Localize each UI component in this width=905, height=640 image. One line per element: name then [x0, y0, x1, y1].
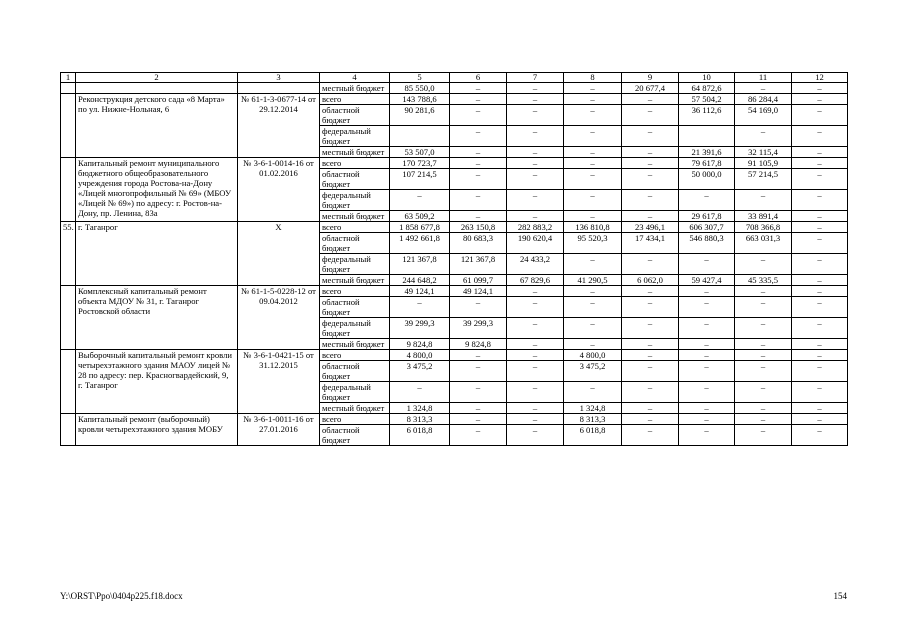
amount-cell: 90 281,6	[390, 105, 450, 126]
amount-cell: –	[622, 105, 679, 126]
column-number: 9	[622, 73, 679, 83]
amount-cell: 3 475,2	[564, 361, 622, 382]
funding-source: всего	[320, 94, 390, 105]
table-row	[61, 158, 848, 169]
amount-cell: –	[507, 211, 564, 222]
amount-cell: –	[564, 126, 622, 147]
table-row	[61, 222, 848, 233]
amount-cell: –	[792, 222, 848, 233]
amount-cell: –	[792, 297, 848, 318]
table-row	[61, 350, 848, 361]
amount-cell: 57 504,2	[679, 94, 735, 105]
amount-cell: 85 550,0	[390, 83, 450, 94]
amount-cell: –	[450, 190, 507, 211]
amount-cell: –	[450, 83, 507, 94]
funding-source: местный бюджет	[320, 83, 390, 94]
amount-cell: 79 617,8	[679, 158, 735, 169]
amount-cell: –	[564, 286, 622, 297]
amount-cell: 606 307,7	[679, 222, 735, 233]
amount-cell: 49 124,1	[390, 286, 450, 297]
amount-cell: 143 788,6	[390, 94, 450, 105]
column-number: 6	[450, 73, 507, 83]
amount-cell: –	[564, 158, 622, 169]
amount-cell: –	[507, 94, 564, 105]
amount-cell: 107 214,5	[390, 169, 450, 190]
document-number: Х	[238, 222, 320, 286]
amount-cell: 39 299,3	[450, 318, 507, 339]
amount-cell: –	[507, 105, 564, 126]
amount-cell: 121 367,8	[390, 254, 450, 275]
footer-file-path: Y:\ORST\Ppo\0404p225.f18.docx	[60, 591, 183, 601]
amount-cell: –	[450, 126, 507, 147]
amount-cell: –	[679, 318, 735, 339]
amount-cell: –	[622, 318, 679, 339]
amount-cell: –	[507, 350, 564, 361]
amount-cell: –	[735, 403, 792, 414]
object-name: Реконструкция детского сада «8 Марта» по ул. Нижне-Нольная, 6	[76, 94, 238, 158]
funding-source: областной бюджет	[320, 297, 390, 318]
amount-cell: –	[564, 83, 622, 94]
amount-cell: –	[792, 94, 848, 105]
amount-cell: –	[564, 147, 622, 158]
row-number	[61, 286, 76, 350]
amount-cell: –	[450, 361, 507, 382]
amount-cell	[390, 126, 450, 147]
amount-cell: –	[622, 94, 679, 105]
amount-cell: 121 367,8	[450, 254, 507, 275]
amount-cell: 20 677,4	[622, 83, 679, 94]
table-row	[61, 94, 848, 105]
amount-cell: –	[450, 403, 507, 414]
amount-cell: 86 284,4	[735, 94, 792, 105]
document-number: № 3-6-1-0011-16 от 27.01.2016	[238, 414, 320, 446]
amount-cell: –	[507, 297, 564, 318]
amount-cell: 53 507,0	[390, 147, 450, 158]
funding-source: областной бюджет	[320, 233, 390, 254]
amount-cell: 45 335,5	[735, 275, 792, 286]
amount-cell: –	[622, 286, 679, 297]
amount-cell: –	[564, 254, 622, 275]
amount-cell: –	[792, 318, 848, 339]
amount-cell: 8 313,3	[390, 414, 450, 425]
amount-cell: –	[679, 425, 735, 446]
amount-cell: –	[792, 382, 848, 403]
amount-cell: –	[622, 190, 679, 211]
amount-cell: –	[792, 350, 848, 361]
row-number	[61, 94, 76, 158]
column-number: 8	[564, 73, 622, 83]
amount-cell: 49 124,1	[450, 286, 507, 297]
column-number: 3	[238, 73, 320, 83]
amount-cell: –	[450, 350, 507, 361]
amount-cell: –	[792, 105, 848, 126]
column-number: 2	[76, 73, 238, 83]
amount-cell: –	[450, 425, 507, 446]
funding-source: федеральный бюджет	[320, 126, 390, 147]
amount-cell: 24 433,2	[507, 254, 564, 275]
funding-source: областной бюджет	[320, 361, 390, 382]
funding-source: федеральный бюджет	[320, 254, 390, 275]
document-number: № 61-1-3-0677-14 от 29.12.2014	[238, 94, 320, 158]
amount-cell: –	[679, 414, 735, 425]
amount-cell: 1 324,8	[390, 403, 450, 414]
amount-cell: –	[792, 339, 848, 350]
amount-cell: –	[450, 105, 507, 126]
column-number: 7	[507, 73, 564, 83]
budget-table	[60, 72, 848, 446]
column-number: 4	[320, 73, 390, 83]
amount-cell: –	[450, 414, 507, 425]
amount-cell: 263 150,8	[450, 222, 507, 233]
amount-cell: –	[792, 126, 848, 147]
amount-cell: 41 290,5	[564, 275, 622, 286]
amount-cell: 17 434,1	[622, 233, 679, 254]
amount-cell: 6 018,8	[564, 425, 622, 446]
amount-cell: 1 492 661,8	[390, 233, 450, 254]
document-number: № 3-6-1-0421-15 от 31.12.2015	[238, 350, 320, 414]
amount-cell: 36 112,6	[679, 105, 735, 126]
amount-cell: –	[507, 83, 564, 94]
amount-cell: –	[735, 361, 792, 382]
amount-cell: –	[679, 403, 735, 414]
object-name: г. Таганрог	[76, 222, 238, 286]
amount-cell: –	[507, 382, 564, 403]
amount-cell: –	[622, 350, 679, 361]
amount-cell: 8 313,3	[564, 414, 622, 425]
amount-cell: –	[564, 105, 622, 126]
amount-cell: 282 883,2	[507, 222, 564, 233]
amount-cell: –	[450, 158, 507, 169]
row-number	[61, 350, 76, 414]
amount-cell: 546 880,3	[679, 233, 735, 254]
amount-cell: –	[507, 361, 564, 382]
amount-cell: –	[792, 425, 848, 446]
document-number	[238, 83, 320, 94]
amount-cell: –	[792, 147, 848, 158]
row-number: 55.	[61, 222, 76, 286]
amount-cell: 80 683,3	[450, 233, 507, 254]
funding-source: всего	[320, 350, 390, 361]
amount-cell: –	[622, 147, 679, 158]
amount-cell: 663 031,3	[735, 233, 792, 254]
amount-cell: –	[622, 126, 679, 147]
column-number: 5	[390, 73, 450, 83]
amount-cell: 32 115,4	[735, 147, 792, 158]
amount-cell: –	[564, 339, 622, 350]
amount-cell: –	[507, 414, 564, 425]
amount-cell: –	[507, 339, 564, 350]
amount-cell: –	[564, 190, 622, 211]
funding-source: федеральный бюджет	[320, 382, 390, 403]
amount-cell: –	[622, 425, 679, 446]
amount-cell: –	[735, 382, 792, 403]
amount-cell: –	[792, 158, 848, 169]
amount-cell: –	[564, 382, 622, 403]
document-number: № 3-6-1-0014-16 от 01.02.2016	[238, 158, 320, 222]
amount-cell: 54 169,0	[735, 105, 792, 126]
amount-cell: 33 891,4	[735, 211, 792, 222]
amount-cell: –	[792, 254, 848, 275]
amount-cell: –	[390, 190, 450, 211]
amount-cell: –	[622, 382, 679, 403]
amount-cell: 95 520,3	[564, 233, 622, 254]
amount-cell: –	[792, 361, 848, 382]
amount-cell: –	[622, 339, 679, 350]
amount-cell: –	[507, 190, 564, 211]
amount-cell: –	[679, 350, 735, 361]
amount-cell: –	[450, 147, 507, 158]
funding-source: федеральный бюджет	[320, 318, 390, 339]
amount-cell: –	[735, 350, 792, 361]
amount-cell: 6 062,0	[622, 275, 679, 286]
amount-cell: –	[679, 297, 735, 318]
amount-cell: –	[390, 297, 450, 318]
amount-cell: –	[507, 126, 564, 147]
amount-cell: –	[792, 414, 848, 425]
amount-cell: –	[622, 169, 679, 190]
amount-cell: –	[735, 83, 792, 94]
amount-cell: 708 366,8	[735, 222, 792, 233]
column-number-row	[61, 73, 848, 83]
amount-cell	[679, 126, 735, 147]
amount-cell: 6 018,8	[390, 425, 450, 446]
amount-cell: 67 829,6	[507, 275, 564, 286]
amount-cell: –	[622, 361, 679, 382]
amount-cell: –	[792, 211, 848, 222]
amount-cell: –	[792, 233, 848, 254]
amount-cell: –	[735, 254, 792, 275]
funding-source: местный бюджет	[320, 147, 390, 158]
amount-cell: 21 391,6	[679, 147, 735, 158]
amount-cell: 9 824,8	[390, 339, 450, 350]
funding-source: местный бюджет	[320, 403, 390, 414]
object-name: Выборочный капитальный ремонт кровли четырехэтажного здания МАОУ лицей № 28 по адресу: пер. Красногвардейский, 9, г. Таганрог	[76, 350, 238, 414]
amount-cell: 64 872,6	[679, 83, 735, 94]
amount-cell: 91 105,9	[735, 158, 792, 169]
amount-cell: –	[507, 169, 564, 190]
column-number: 1	[61, 73, 76, 83]
amount-cell: –	[679, 286, 735, 297]
amount-cell: –	[564, 169, 622, 190]
amount-cell: –	[622, 158, 679, 169]
amount-cell: 170 723,7	[390, 158, 450, 169]
amount-cell: –	[679, 254, 735, 275]
object-name: Капитальный ремонт (выборочный) кровли четырехэтажного здания МОБУ	[76, 414, 238, 446]
amount-cell: 23 496,1	[622, 222, 679, 233]
amount-cell: –	[622, 297, 679, 318]
amount-cell: 9 824,8	[450, 339, 507, 350]
amount-cell: 244 648,2	[390, 275, 450, 286]
amount-cell: –	[735, 297, 792, 318]
amount-cell: 39 299,3	[390, 318, 450, 339]
document-number: № 61-1-5-0228-12 от 09.04.2012	[238, 286, 320, 350]
amount-cell: –	[679, 339, 735, 350]
amount-cell: 61 099,7	[450, 275, 507, 286]
amount-cell: –	[507, 147, 564, 158]
row-number	[61, 83, 76, 94]
column-number: 11	[735, 73, 792, 83]
amount-cell: –	[792, 190, 848, 211]
amount-cell: –	[450, 382, 507, 403]
funding-source: местный бюджет	[320, 339, 390, 350]
object-name	[76, 83, 238, 94]
amount-cell: –	[390, 382, 450, 403]
column-number: 10	[679, 73, 735, 83]
funding-source: областной бюджет	[320, 425, 390, 446]
amount-cell: –	[564, 297, 622, 318]
amount-cell: –	[735, 126, 792, 147]
funding-source: всего	[320, 222, 390, 233]
amount-cell: –	[450, 94, 507, 105]
amount-cell: –	[679, 382, 735, 403]
funding-source: федеральный бюджет	[320, 190, 390, 211]
amount-cell: 59 427,4	[679, 275, 735, 286]
amount-cell: –	[507, 425, 564, 446]
amount-cell: –	[450, 211, 507, 222]
amount-cell: 1 324,8	[564, 403, 622, 414]
amount-cell: 4 800,0	[564, 350, 622, 361]
amount-cell: –	[735, 339, 792, 350]
amount-cell: 136 810,8	[564, 222, 622, 233]
funding-source: всего	[320, 414, 390, 425]
row-number	[61, 414, 76, 446]
amount-cell: –	[507, 158, 564, 169]
amount-cell: –	[792, 83, 848, 94]
amount-cell: –	[679, 190, 735, 211]
amount-cell: –	[792, 169, 848, 190]
funding-source: местный бюджет	[320, 275, 390, 286]
amount-cell: –	[564, 318, 622, 339]
amount-cell: –	[564, 211, 622, 222]
amount-cell: –	[735, 286, 792, 297]
amount-cell: –	[507, 286, 564, 297]
funding-source: местный бюджет	[320, 211, 390, 222]
amount-cell: 29 617,8	[679, 211, 735, 222]
amount-cell: –	[450, 297, 507, 318]
amount-cell: –	[735, 318, 792, 339]
amount-cell: –	[679, 361, 735, 382]
amount-cell: –	[507, 318, 564, 339]
table-row	[61, 286, 848, 297]
amount-cell: –	[735, 414, 792, 425]
table-row	[61, 83, 848, 94]
amount-cell: 3 475,2	[390, 361, 450, 382]
funding-source: областной бюджет	[320, 169, 390, 190]
amount-cell: –	[622, 403, 679, 414]
amount-cell: 50 000,0	[679, 169, 735, 190]
amount-cell: –	[792, 275, 848, 286]
footer-page-number: 154	[833, 591, 847, 601]
funding-source: областной бюджет	[320, 105, 390, 126]
row-number	[61, 158, 76, 222]
column-number: 12	[792, 73, 848, 83]
funding-source: всего	[320, 286, 390, 297]
amount-cell: –	[792, 403, 848, 414]
object-name: Капитальный ремонт муниципального бюджетного общеобразовательного учреждения города Ростова-на-Дону «Лицей многопрофильный № 69» (МБОУ «Лицей № 69») по адресу: г. Ростов-на-Дону, пр. Ленина, 83а	[76, 158, 238, 222]
amount-cell: 190 620,4	[507, 233, 564, 254]
amount-cell: –	[735, 190, 792, 211]
table-row	[61, 414, 848, 425]
amount-cell: 1 858 677,8	[390, 222, 450, 233]
amount-cell: –	[450, 169, 507, 190]
amount-cell: –	[507, 403, 564, 414]
object-name: Комплексный капитальный ремонт объекта МДОУ № 31, г. Таганрог Ростовской области	[76, 286, 238, 350]
amount-cell: –	[622, 414, 679, 425]
amount-cell: –	[564, 94, 622, 105]
amount-cell: 57 214,5	[735, 169, 792, 190]
amount-cell: –	[792, 286, 848, 297]
amount-cell: 4 800,0	[390, 350, 450, 361]
amount-cell: 63 509,2	[390, 211, 450, 222]
amount-cell: –	[622, 211, 679, 222]
amount-cell: –	[735, 425, 792, 446]
funding-source: всего	[320, 158, 390, 169]
amount-cell: –	[622, 254, 679, 275]
